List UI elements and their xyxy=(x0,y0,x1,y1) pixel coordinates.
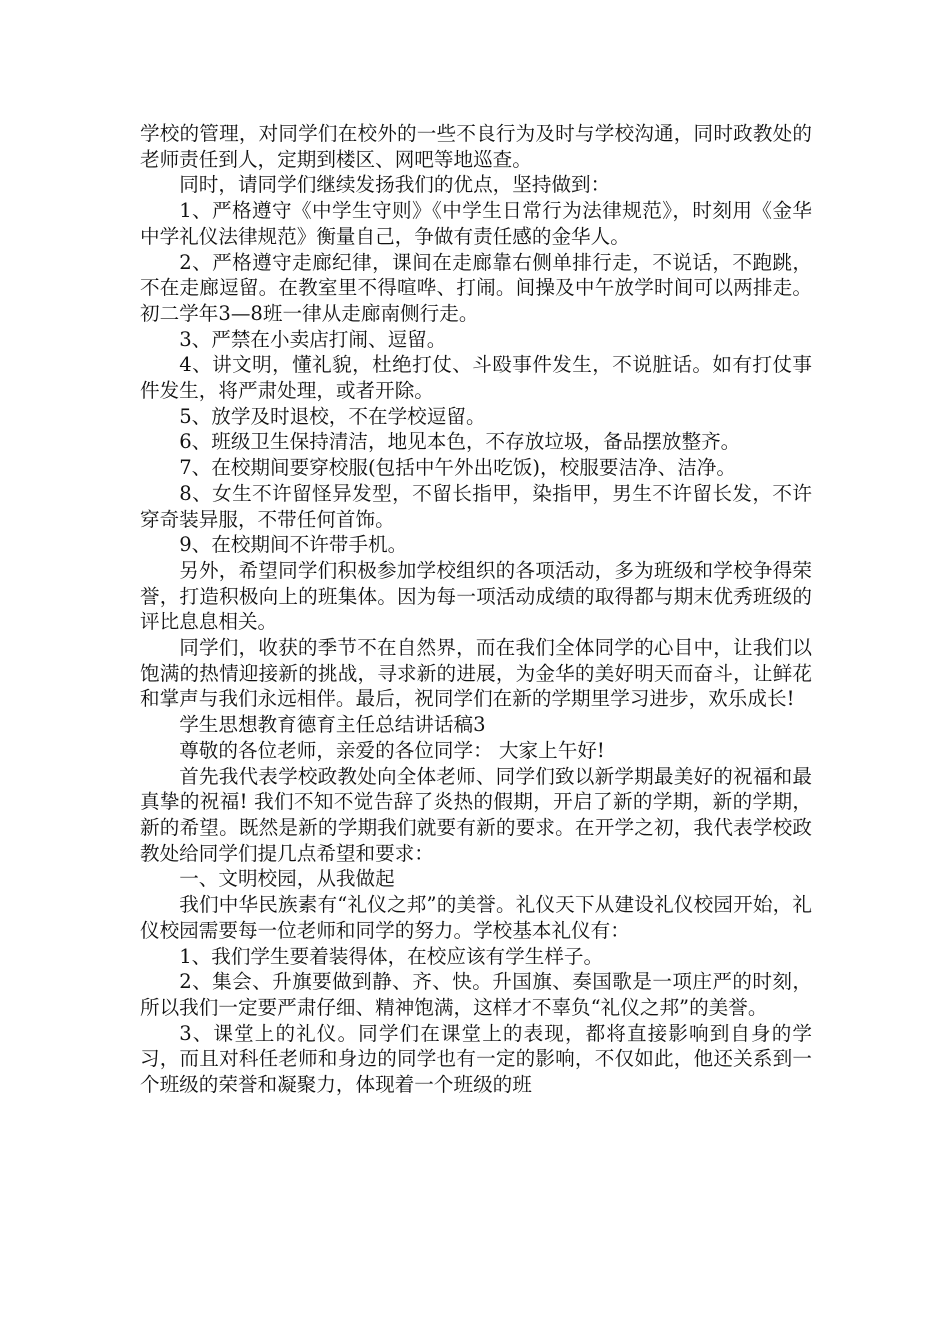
paragraph-etiquette: 我们中华民族素有“礼仪之邦”的美誉。礼仪天下从建设礼仪校园开始，礼仪校园需要每一位老师和同学的努力。学校基本礼仪有： xyxy=(140,893,812,942)
rule-item-6: 6、班级卫生保持清洁，地见本色，不存放垃圾，备品摆放整齐。 xyxy=(179,430,741,454)
rule-item-7: 7、在校期间要穿校服(包括中午外出吃饭)，校服要洁净、洁净。 xyxy=(179,456,736,480)
subheading-civilized-campus: 一、文明校园，从我做起 xyxy=(179,867,395,891)
rule-item-2: 2、严格遵守走廊纪律，课间在走廊靠右侧单排行走，不说话，不跑跳，不在走廊逗留。在教室里不得喧哗、打闹。间操及中午放学时间可以两排走。初二学年3—8班一律从走廊南侧行走。 xyxy=(140,250,812,325)
greeting: 尊敬的各位老师，亲爱的各位同学： 大家上午好! xyxy=(179,738,605,762)
rule-item-9: 9、在校期间不许带手机。 xyxy=(179,533,408,557)
etiquette-item-2: 2、集会、升旗要做到静、齐、快。升国旗、奏国歌是一项庄严的时刻，所以我们一定要严肃仔细、精神饱满，这样才不辜负“礼仪之邦”的美誉。 xyxy=(140,970,812,1019)
rule-item-1: 1、严格遵守《中学生守则》《中学生日常行为法律规范》，时刻用《金华中学礼仪法律规范》衡量自己，争做有责任感的金华人。 xyxy=(140,199,812,248)
etiquette-item-3: 3、课堂上的礼仪。同学们在课堂上的表现，都将直接影响到自身的学习，而且对科任老师和身边的同学也有一定的影响，不仅如此，他还关系到一个班级的荣誉和凝聚力，体现着一个班级的班 xyxy=(140,1021,812,1097)
rule-item-5: 5、放学及时退校，不在学校逗留。 xyxy=(179,404,486,428)
paragraph-closing-wishes: 同学们，收获的季节不在自然界，而在我们全体同学的心目中，让我们以饱满的热情迎接新的挑战，寻求新的进展，为金华的美好明天而奋斗，让鲜花和掌声与我们永远相伴。最后，祝同学们在新的学期里学习进步，欢乐成长! xyxy=(140,636,812,711)
paragraph-school-management: 学校的管理，对同学们在校外的一些不良行为及时与学校沟通，同时政教处的老师责任到人，定期到楼区、网吧等地巡查。 xyxy=(140,122,812,171)
paragraph-activities: 另外，希望同学们积极参加学校组织的各项活动，多为班级和学校争得荣誉，打造积极向上的班集体。因为每一项活动成绩的取得都与期末优秀班级的评比息息相关。 xyxy=(140,558,812,634)
rule-item-8: 8、女生不许留怪异发型，不留长指甲，染指甲，男生不许留长发，不许穿奇装异服，不带任何首饰。 xyxy=(140,481,812,531)
rule-item-4: 4、讲文明，懂礼貌，杜绝打仗、斗殴事件发生，不说脏话。如有打仗事件发生，将严肃处理，或者开除。 xyxy=(140,353,812,403)
document-page xyxy=(140,121,812,1098)
rule-item-3: 3、严禁在小卖店打闹、逗留。 xyxy=(179,327,447,351)
paragraph-keep-strengths: 同时，请同学们继续发扬我们的优点，坚持做到： xyxy=(179,173,611,197)
section-heading: 学生思想教育德育主任总结讲话稿3 xyxy=(179,713,486,737)
paragraph-new-semester: 首先我代表学校政教处向全体老师、同学们致以新学期最美好的祝福和最真挚的祝福! 我们不知不觉告辞了炎热的假期，开启了新的学期，新的学期，新的希望。既然是新的学期我们就要有新的要求。在开学之初，我代表学校政教处给同学们提几点希望和要求： xyxy=(140,764,812,865)
etiquette-item-1: 1、我们学生要着装得体，在校应该有学生样子。 xyxy=(179,944,604,968)
